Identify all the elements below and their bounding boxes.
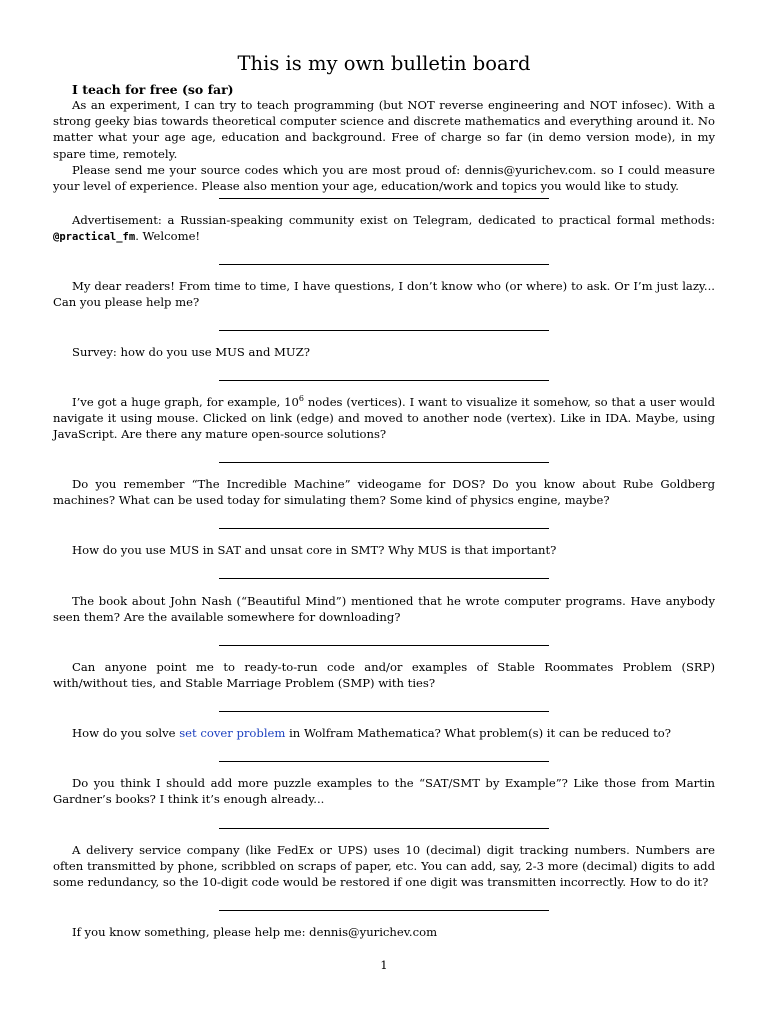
divider-rule <box>219 761 549 762</box>
paragraph-readers: My dear readers! From time to time, I have questions, I don’t know who (or where) to ask. Or I’m just lazy... Can you please help me? <box>53 279 715 310</box>
divider-rule <box>219 264 549 265</box>
divider-rule <box>219 828 549 829</box>
paragraph-incredible-machine: Do you remember “The Incredible Machine” videogame for DOS? Do you know about Rube Goldberg machines? What can be used today for simulating them? Some kind of physics engine, maybe? <box>53 477 715 508</box>
divider-rule <box>219 330 549 331</box>
paragraph-teach-contact: Please send me your source codes which you are most proud of: dennis@yurichev.com. so I could measure your level of experience. Please also mention your age, education/work and topics you would like to study. <box>53 162 715 194</box>
paragraph-set-cover: How do you solve set cover problem in Wolfram Mathematica? What problem(s) it can be reduced to? <box>72 726 671 740</box>
paragraph-advertisement <box>53 212 715 245</box>
divider-rule <box>219 711 549 712</box>
page-title: This is my own bulletin board <box>237 52 531 75</box>
page-number: 1 <box>380 958 388 972</box>
telegram-handle: @practical_fm <box>53 231 136 244</box>
paragraph-contact: If you know something, please help me: dennis@yurichev.com <box>72 925 438 939</box>
paragraph-survey: Survey: how do you use MUS and MUZ? <box>72 345 310 359</box>
paragraph-mus-sat: How do you use MUS in SAT and unsat core in SMT? Why MUS is that important? <box>72 543 557 557</box>
divider-rule <box>219 578 549 579</box>
divider-rule <box>219 198 549 199</box>
ad-text-end: . Welcome! <box>135 229 201 244</box>
set-cover-link[interactable]: set cover problem <box>179 726 286 740</box>
divider-rule <box>219 528 549 529</box>
divider-rule <box>219 380 549 381</box>
paragraph-teach <box>53 97 715 194</box>
paragraph-puzzles: Do you think I should add more puzzle examples to the “SAT/SMT by Example”? Like those from Martin Gardner’s books? I think it’s enough already... <box>53 776 715 807</box>
divider-rule <box>219 462 549 463</box>
section-heading-teach: I teach for free (so far) <box>72 82 234 97</box>
paragraph-graph: I’ve got a huge graph, for example, $10^6$ nodes (vertices). I want to visualize it somehow, so that a user would navigate it using mouse. Clicked on link (edge) and moved to another node (vertex). Like in IDA. Maybe, using JavaScript. Are there any mature open-source solutions? <box>53 394 715 442</box>
ad-text: Advertisement: a Russian-speaking community exist on Telegram, dedicated to practical formal methods: <box>72 213 715 227</box>
divider-rule <box>219 910 549 911</box>
paragraph-stable-roommates: Can anyone point me to ready-to-run code and/or examples of Stable Roommates Problem (SRP) with/without ties, and Stable Marriage Problem (SMP) with ties? <box>53 660 715 691</box>
paragraph-john-nash: The book about John Nash (“Beautiful Mind”) mentioned that he wrote computer programs. Have anybody seen them? Are the available somewhere for downloading? <box>53 594 715 625</box>
paragraph-teach-intro: As an experiment, I can try to teach programming (but NOT reverse engineering and NOT infosec). With a strong geeky bias towards theoretical computer science and discrete mathematics and everything around it. No matter what your age age, education and background. Free of charge so far (in demo version mode), in my spare time, remotely. <box>53 98 715 161</box>
exponent: 6 <box>298 394 304 403</box>
paragraph-delivery: A delivery service company (like FedEx or UPS) uses 10 (decimal) digit tracking numbers. Numbers are often transmitted by phone, scribbled on scraps of paper, etc. You can add, say, 2-3 more (decimal) digits to add some redundancy, so the 10-digit code would be restored if one digit was transmitten incorrectly. How to do it? <box>53 843 715 890</box>
divider-rule <box>219 645 549 646</box>
